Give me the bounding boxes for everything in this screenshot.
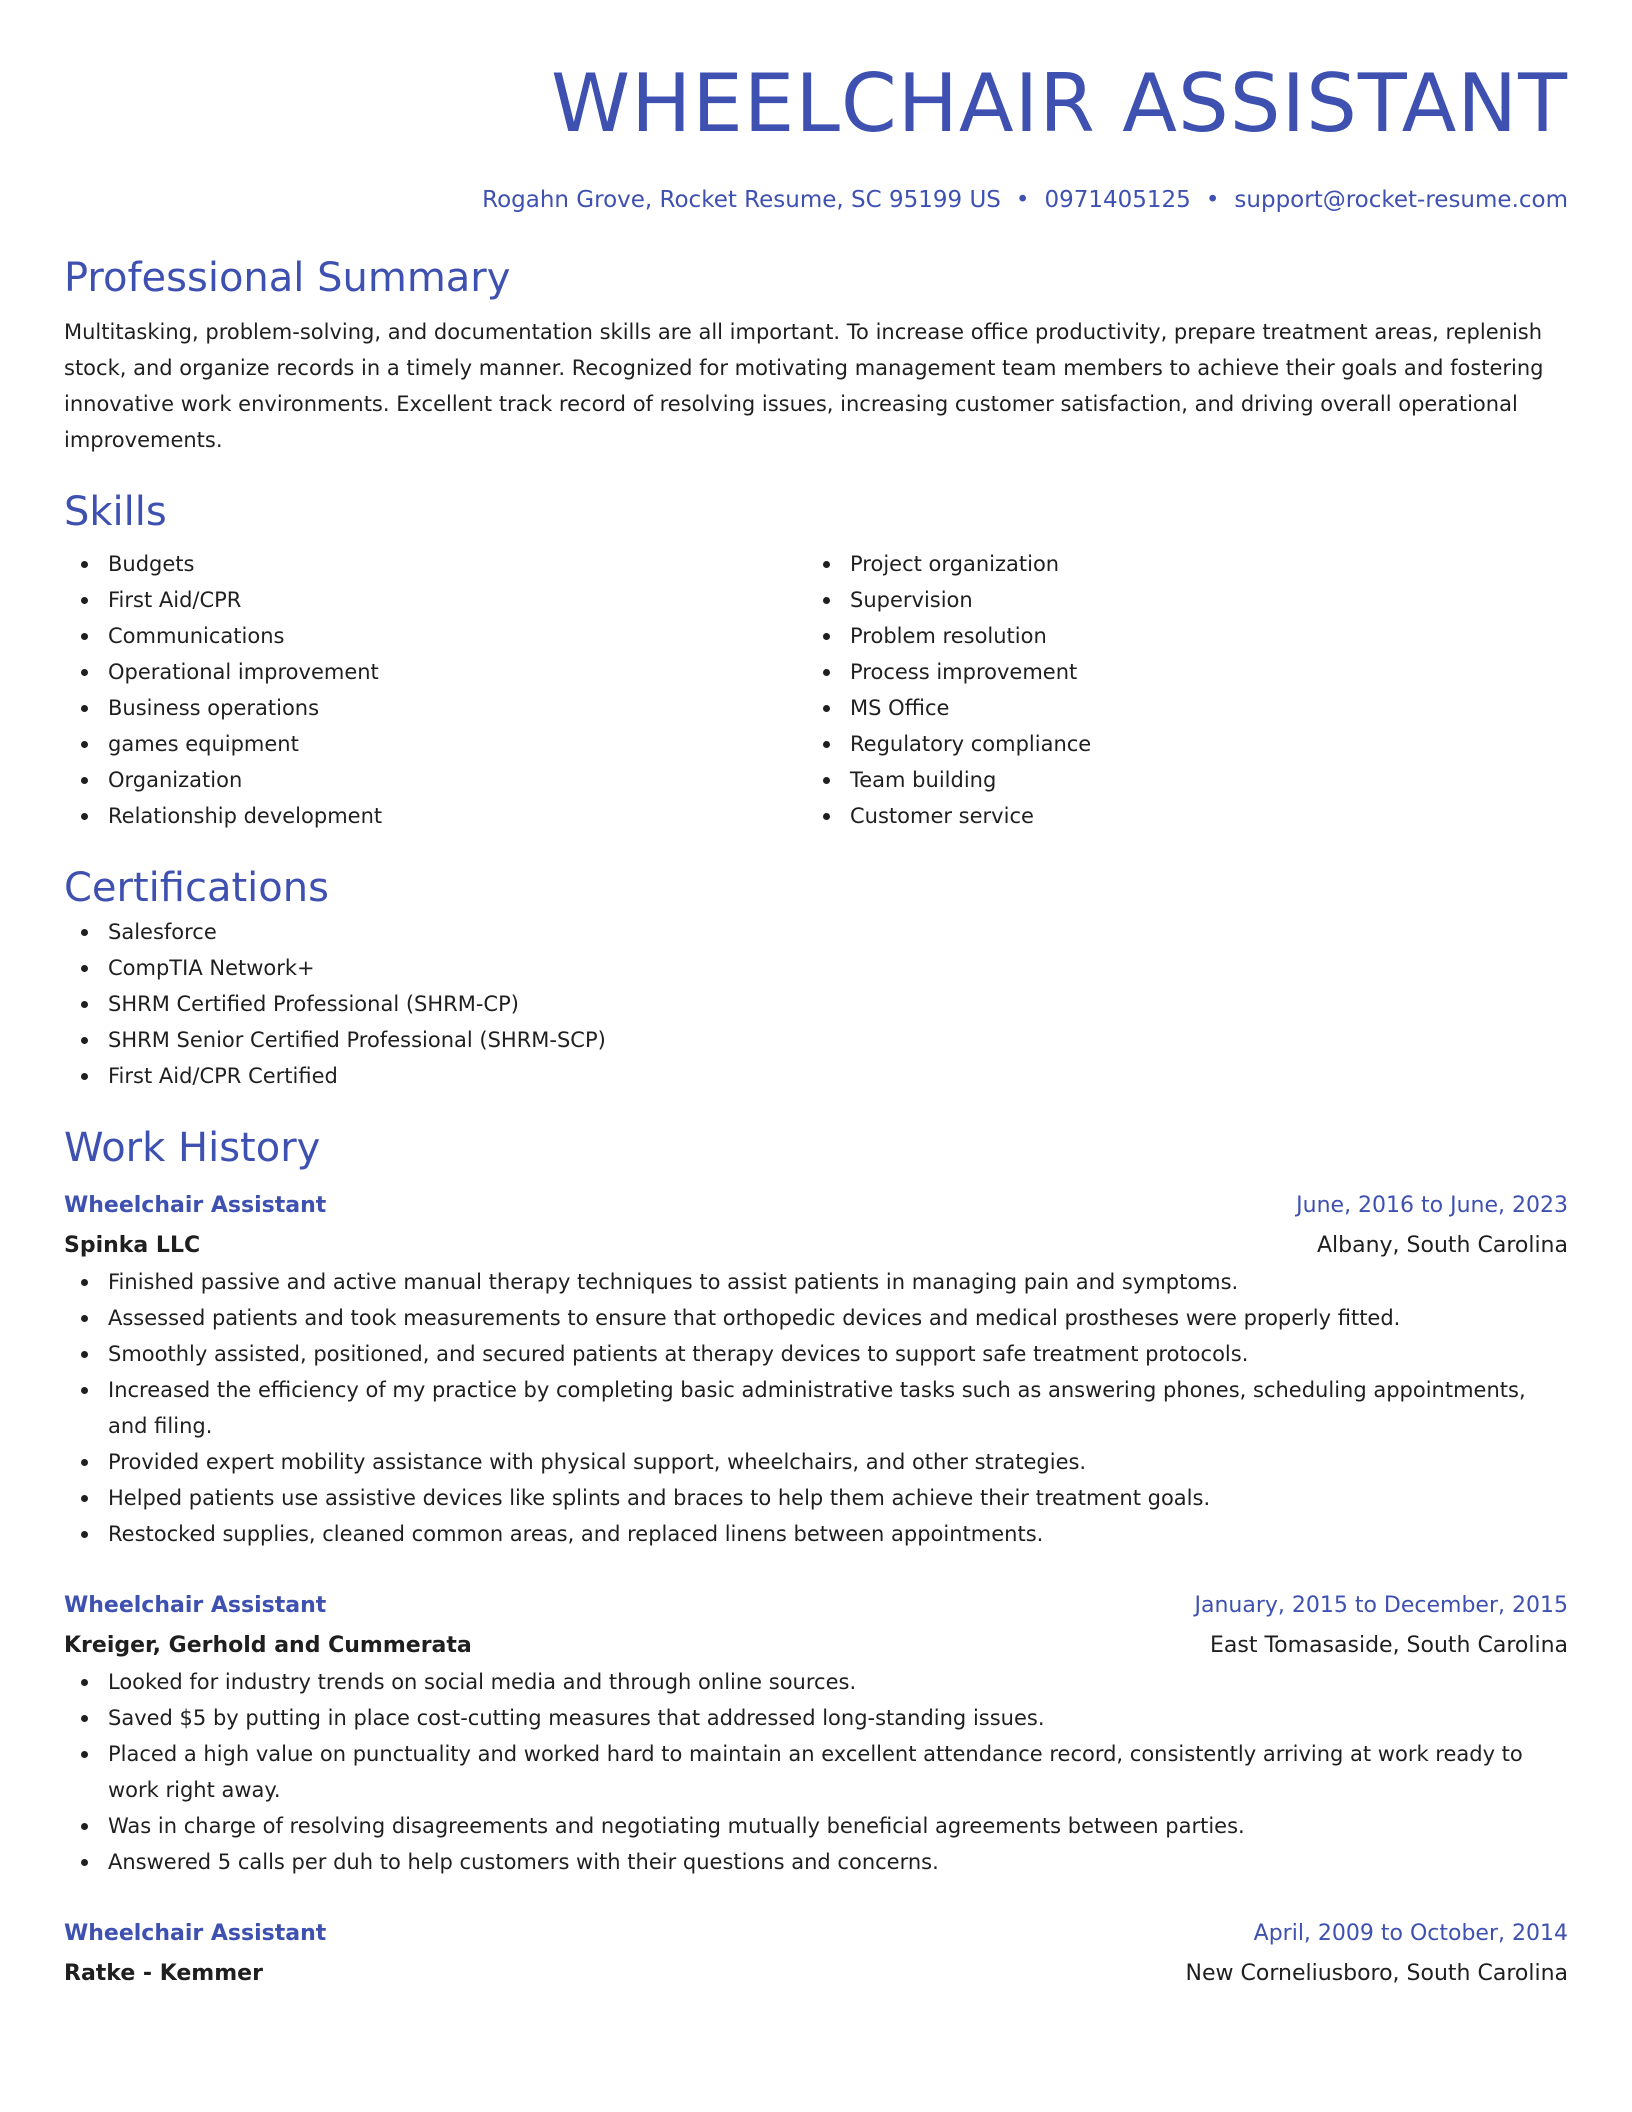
- skill-item: Organization: [64, 762, 806, 798]
- job-duties: [64, 1664, 1568, 1880]
- job-header: [64, 1916, 1568, 1952]
- job-dates: April, 2009 to October, 2014: [1253, 1921, 1568, 1946]
- job-location: Albany, South Carolina: [1316, 1233, 1568, 1258]
- job-duty: Restocked supplies, cleaned common areas, and replaced linens between appointments.: [64, 1516, 1568, 1552]
- job-duty: Smoothly assisted, positioned, and secured patients at therapy devices to support safe treatment protocols.: [64, 1336, 1568, 1372]
- job-duty: Answered 5 calls per duh to help customers with their questions and concerns.: [64, 1844, 1568, 1880]
- job-company: Kreiger, Gerhold and Cummerata: [64, 1633, 472, 1658]
- job-entry: [64, 1916, 1568, 1992]
- job-duty: Assessed patients and took measurements to ensure that orthopedic devices and medical prostheses were properly fitted.: [64, 1300, 1568, 1336]
- certification-item: First Aid/CPR Certified: [64, 1058, 1568, 1094]
- job-title: Wheelchair Assistant: [64, 1593, 327, 1618]
- skill-item: Budgets: [64, 546, 806, 582]
- work-history-heading: Work History: [64, 1125, 321, 1171]
- skill-item: Relationship development: [64, 798, 806, 834]
- skill-item: Project organization: [806, 546, 1548, 582]
- job-dates: June, 2016 to June, 2023: [1296, 1193, 1568, 1218]
- skills-list-right: [806, 546, 1548, 834]
- job-duty: Saved $5 by putting in place cost-cutting measures that addressed long-standing issues.: [64, 1700, 1568, 1736]
- skills-heading: Skills: [64, 489, 167, 535]
- job-location: New Corneliusboro, South Carolina: [1185, 1961, 1568, 1986]
- skill-item: MS Office: [806, 690, 1548, 726]
- job-duty: Placed a high value on punctuality and worked hard to maintain an excellent attendance record, consistently arriving at work ready to work right away.: [64, 1736, 1568, 1808]
- contact-line: [64, 184, 1568, 216]
- certification-item: SHRM Certified Professional (SHRM-CP): [64, 986, 1568, 1022]
- skill-item: Problem resolution: [806, 618, 1548, 654]
- job-location: East Tomasaside, South Carolina: [1210, 1633, 1568, 1658]
- certifications-heading: Certifications: [64, 865, 329, 911]
- skill-item: Business operations: [64, 690, 806, 726]
- job-duties: [64, 1264, 1568, 1552]
- contact-email: support@rocket-resume.com: [1234, 187, 1568, 213]
- job-duty: Increased the efficiency of my practice by completing basic administrative tasks such as answering phones, scheduling appointments, and filing.: [64, 1372, 1568, 1444]
- skill-item: games equipment: [64, 726, 806, 762]
- skill-item: Communications: [64, 618, 806, 654]
- skill-item: Customer service: [806, 798, 1548, 834]
- job-header: [64, 1588, 1568, 1624]
- job-entry: [64, 1188, 1568, 1552]
- job-title: Wheelchair Assistant: [64, 1921, 327, 1946]
- job-company: Ratke - Kemmer: [64, 1961, 263, 1986]
- skill-item: Process improvement: [806, 654, 1548, 690]
- skills-list-left: [64, 546, 806, 834]
- job-header: [64, 1188, 1568, 1224]
- job-subheader: [64, 1224, 1568, 1264]
- contact-separator: •: [1015, 187, 1030, 213]
- job-subheader: [64, 1624, 1568, 1664]
- certification-item: CompTIA Network+: [64, 950, 1568, 986]
- skill-item: Team building: [806, 762, 1548, 798]
- skill-item: Supervision: [806, 582, 1548, 618]
- contact-phone: 0971405125: [1044, 187, 1191, 213]
- job-title: Wheelchair Assistant: [64, 1193, 327, 1218]
- skill-item: Operational improvement: [64, 654, 806, 690]
- job-dates: January, 2015 to December, 2015: [1194, 1593, 1568, 1618]
- job-entry: [64, 1588, 1568, 1880]
- job-duty: Was in charge of resolving disagreements and negotiating mutually beneficial agreements between parties.: [64, 1808, 1568, 1844]
- job-duty: Looked for industry trends on social media and through online sources.: [64, 1664, 1568, 1700]
- resume-name: WHEELCHAIR ASSISTANT: [550, 57, 1568, 150]
- resume-page: [64, 0, 1568, 1992]
- summary-heading: Professional Summary: [64, 255, 511, 301]
- job-company: Spinka LLC: [64, 1233, 201, 1258]
- contact-address: Rogahn Grove, Rocket Resume, SC 95199 US: [482, 187, 1001, 213]
- summary-text: Multitasking, problem-solving, and documentation skills are all important. To increase office productivity, prepare treatment areas, replenish stock, and organize records in a timely manner. Recognized for motivating management team members to achieve their goals and fostering innovative work environments. Excellent track record of resolving issues, increasing customer satisfaction, and driving overall operational improvements.: [64, 320, 1544, 452]
- job-duty: Provided expert mobility assistance with physical support, wheelchairs, and other strategies.: [64, 1444, 1568, 1480]
- certification-item: SHRM Senior Certified Professional (SHRM-SCP): [64, 1022, 1568, 1058]
- certification-item: Salesforce: [64, 914, 1568, 950]
- job-duty: Finished passive and active manual therapy techniques to assist patients in managing pain and symptoms.: [64, 1264, 1568, 1300]
- certifications-list: [64, 914, 1568, 1094]
- contact-separator: •: [1205, 187, 1220, 213]
- skills-grid: [64, 546, 1568, 834]
- job-duty: Helped patients use assistive devices like splints and braces to help them achieve their treatment goals.: [64, 1480, 1568, 1516]
- skill-item: Regulatory compliance: [806, 726, 1548, 762]
- skill-item: First Aid/CPR: [64, 582, 806, 618]
- job-subheader: [64, 1952, 1568, 1992]
